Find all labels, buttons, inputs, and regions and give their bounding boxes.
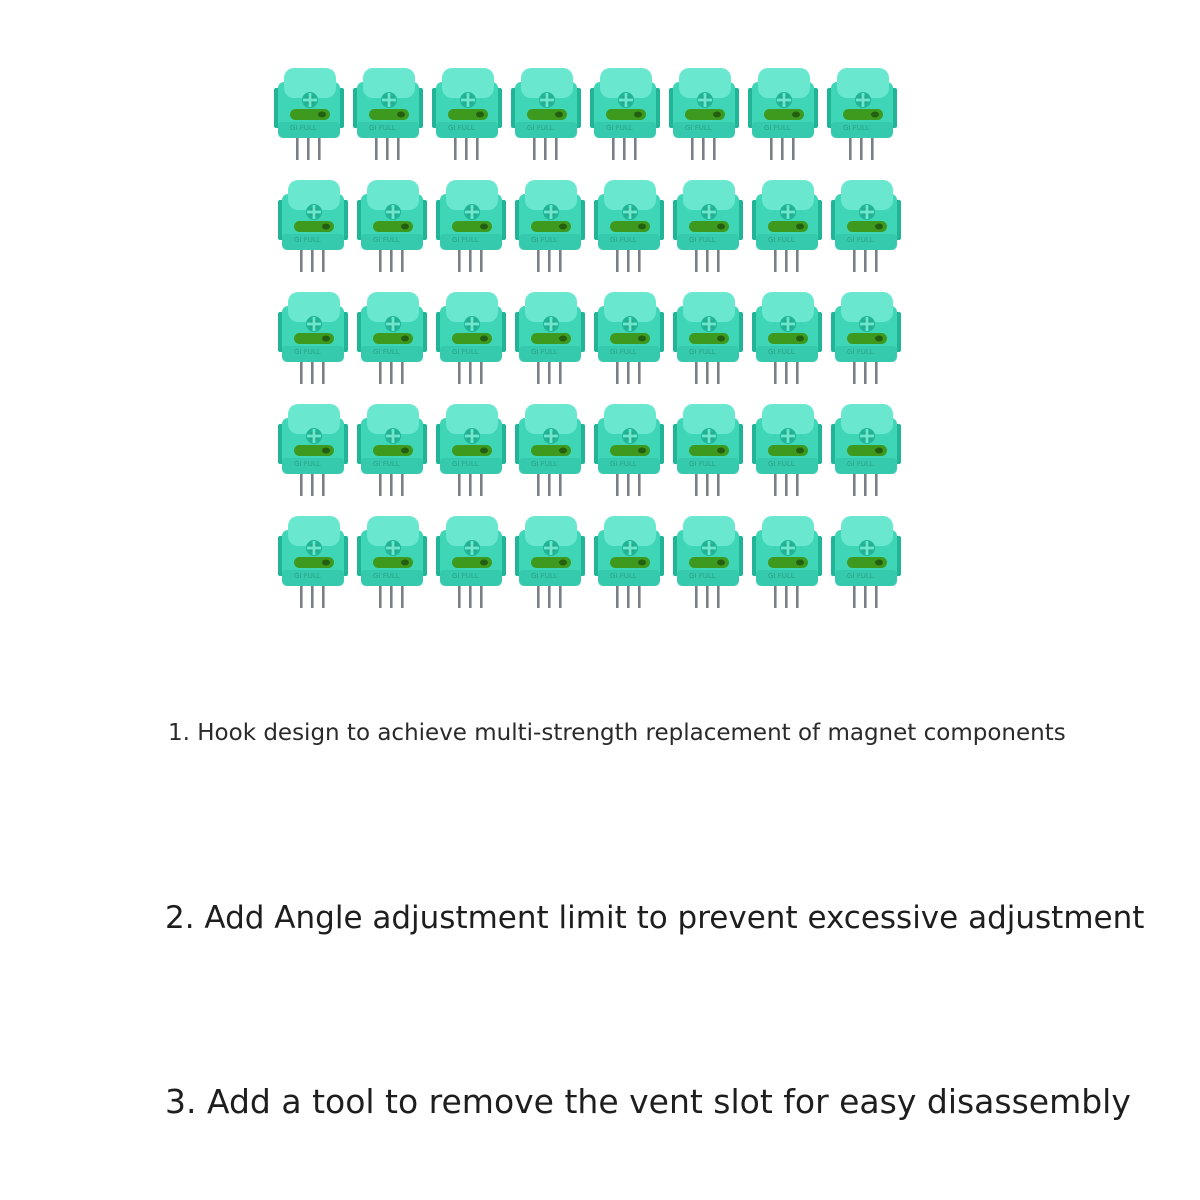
- switch-render: [355, 514, 431, 614]
- feature-text-1: 1. Hook design to achieve multi-strength replacement of magnet components: [168, 720, 1066, 746]
- switch-render: [829, 290, 905, 390]
- switch-render: [276, 178, 352, 278]
- switch-label: GI FULL: [448, 124, 475, 132]
- switch-label: GI FULL: [847, 348, 874, 356]
- switch-icon: [746, 66, 822, 166]
- switch-icon: [355, 514, 431, 614]
- switch-icon: [276, 178, 352, 278]
- switch-render: [671, 514, 747, 614]
- switch-label: GI FULL: [689, 236, 716, 244]
- switch-label: GI FULL: [764, 124, 791, 132]
- switch-icon: [272, 66, 348, 166]
- switch-label: GI FULL: [531, 236, 558, 244]
- switch-icon: [513, 514, 589, 614]
- switch-label: GI FULL: [610, 460, 637, 468]
- switch-render: [746, 66, 822, 166]
- switch-icon: [434, 514, 510, 614]
- switch-icon: [513, 178, 589, 278]
- switch-render: [434, 514, 510, 614]
- switch-render: [509, 66, 585, 166]
- switch-render: [430, 66, 506, 166]
- switch-icon: [825, 66, 901, 166]
- switch-label: GI FULL: [531, 572, 558, 580]
- switch-icon: [750, 178, 826, 278]
- switch-render: [434, 178, 510, 278]
- switch-label: GI FULL: [610, 236, 637, 244]
- switch-render: [671, 178, 747, 278]
- switch-render: [829, 514, 905, 614]
- switch-label: GI FULL: [373, 572, 400, 580]
- switch-label: GI FULL: [294, 460, 321, 468]
- switch-icon: [750, 514, 826, 614]
- switch-render: [592, 514, 668, 614]
- switch-render: [750, 402, 826, 502]
- switch-render: [276, 514, 352, 614]
- switch-render: [272, 66, 348, 166]
- switch-render: [355, 290, 431, 390]
- switch-label: GI FULL: [290, 124, 317, 132]
- switch-icon: [434, 178, 510, 278]
- switch-label: GI FULL: [294, 348, 321, 356]
- switch-icon: [588, 66, 664, 166]
- switch-render: [592, 290, 668, 390]
- switch-render: [750, 290, 826, 390]
- switch-render: [355, 178, 431, 278]
- switch-icon: [513, 290, 589, 390]
- switch-label: GI FULL: [689, 348, 716, 356]
- switch-render: [513, 514, 589, 614]
- switch-label: GI FULL: [768, 236, 795, 244]
- switch-render: [434, 402, 510, 502]
- switch-label: GI FULL: [373, 348, 400, 356]
- switch-label: GI FULL: [606, 124, 633, 132]
- switch-label: GI FULL: [294, 236, 321, 244]
- switch-icon: [355, 178, 431, 278]
- switch-render: [513, 402, 589, 502]
- switch-icon: [671, 402, 747, 502]
- switch-label: GI FULL: [847, 460, 874, 468]
- switch-label: GI FULL: [369, 124, 396, 132]
- switch-icon: [276, 514, 352, 614]
- switch-label: GI FULL: [452, 236, 479, 244]
- switch-icon: [276, 290, 352, 390]
- switch-icon: [829, 402, 905, 502]
- switch-icon: [671, 178, 747, 278]
- switch-icon: [276, 402, 352, 502]
- switch-label: GI FULL: [847, 236, 874, 244]
- switch-label: GI FULL: [685, 124, 712, 132]
- switch-render: [276, 402, 352, 502]
- switch-icon: [829, 514, 905, 614]
- switch-icon: [430, 66, 506, 166]
- switch-label: GI FULL: [847, 572, 874, 580]
- feature-text-3: 3. Add a tool to remove the vent slot for easy disassembly: [165, 1082, 1131, 1121]
- switch-label: GI FULL: [452, 572, 479, 580]
- switch-icon: [355, 402, 431, 502]
- switch-icon: [592, 402, 668, 502]
- switch-render: [750, 514, 826, 614]
- switch-render: [351, 66, 427, 166]
- switch-icon: [592, 290, 668, 390]
- switch-label: GI FULL: [768, 460, 795, 468]
- switch-render: [671, 290, 747, 390]
- switch-icon: [434, 402, 510, 502]
- switch-icon: [351, 66, 427, 166]
- switch-label: GI FULL: [531, 460, 558, 468]
- switch-label: GI FULL: [531, 348, 558, 356]
- switch-render: [825, 66, 901, 166]
- switch-label: GI FULL: [527, 124, 554, 132]
- switch-label: GI FULL: [768, 572, 795, 580]
- switch-label: GI FULL: [294, 572, 321, 580]
- switch-icon: [355, 290, 431, 390]
- switch-label: GI FULL: [843, 124, 870, 132]
- switch-icon: [829, 290, 905, 390]
- switch-render: [592, 402, 668, 502]
- switch-icon: [671, 514, 747, 614]
- switch-render: [355, 402, 431, 502]
- switch-label: GI FULL: [373, 236, 400, 244]
- switch-render: [667, 66, 743, 166]
- switch-render: [276, 290, 352, 390]
- switch-icon: [667, 66, 743, 166]
- switch-label: GI FULL: [452, 460, 479, 468]
- switch-icon: [434, 290, 510, 390]
- switch-icon: [750, 402, 826, 502]
- switch-icon: [513, 402, 589, 502]
- switch-render: [829, 402, 905, 502]
- switch-label: GI FULL: [768, 348, 795, 356]
- switch-render: [829, 178, 905, 278]
- switch-render: [513, 290, 589, 390]
- switch-icon: [592, 178, 668, 278]
- switch-icon: [750, 290, 826, 390]
- switch-label: GI FULL: [610, 572, 637, 580]
- switch-icon: [509, 66, 585, 166]
- switch-render: [434, 290, 510, 390]
- switch-icon: [829, 178, 905, 278]
- switch-label: GI FULL: [689, 460, 716, 468]
- switch-render: [671, 402, 747, 502]
- switch-label: GI FULL: [452, 348, 479, 356]
- switch-label: GI FULL: [689, 572, 716, 580]
- switch-render: [588, 66, 664, 166]
- switch-icon: [671, 290, 747, 390]
- switch-render: [513, 178, 589, 278]
- feature-text-2: 2. Add Angle adjustment limit to prevent excessive adjustment: [165, 900, 1145, 936]
- switch-render: [750, 178, 826, 278]
- switch-label: GI FULL: [610, 348, 637, 356]
- product-image-grid: [272, 66, 912, 626]
- switch-label: GI FULL: [373, 460, 400, 468]
- switch-render: [592, 178, 668, 278]
- switch-icon: [592, 514, 668, 614]
